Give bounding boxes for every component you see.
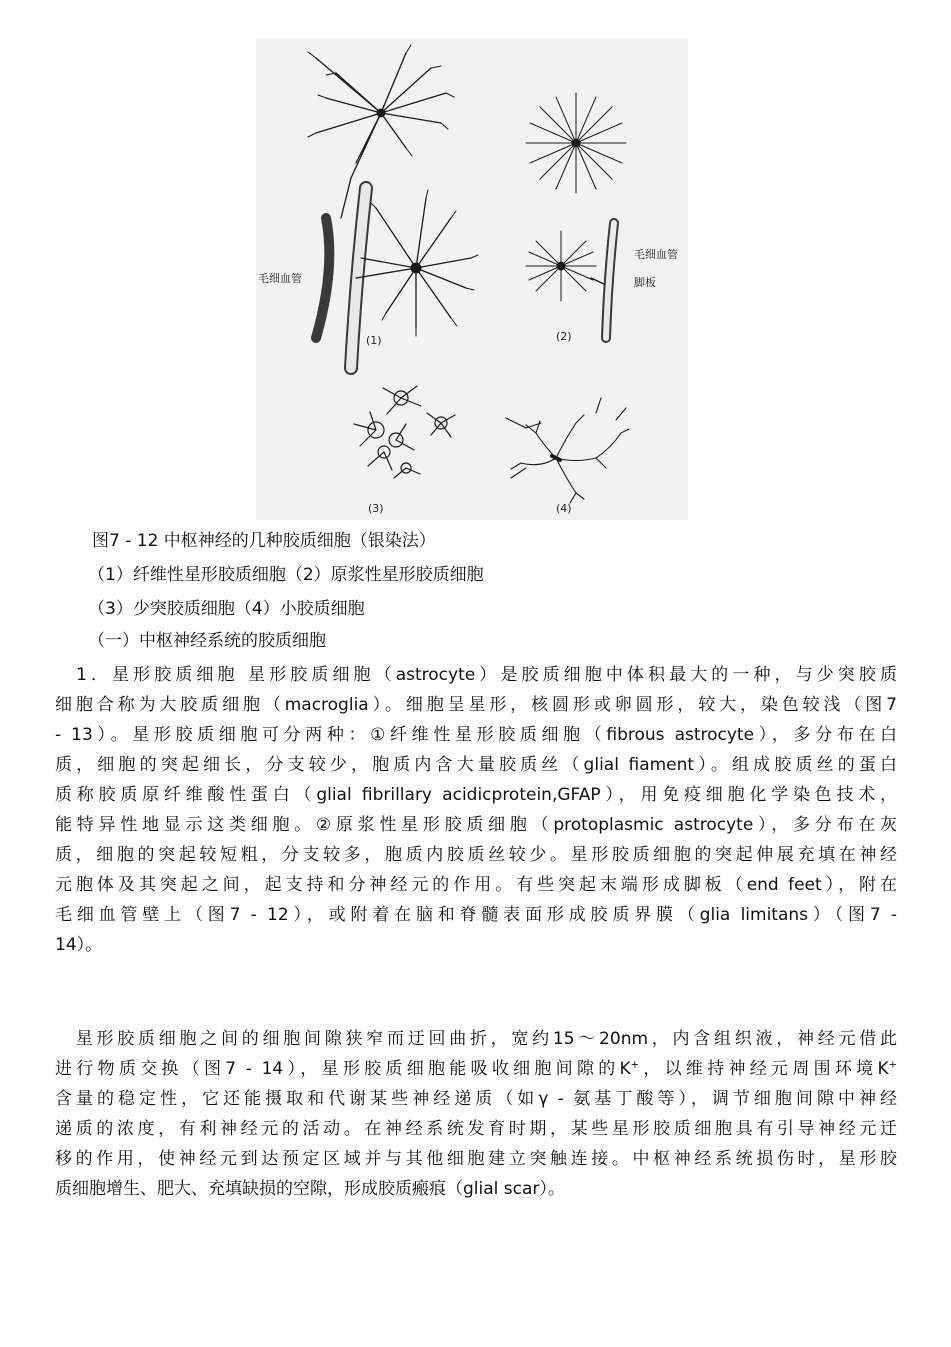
paragraph-line: 星形胶质细胞之间的细胞间隙狭窄而迂回曲折，宽约15～20nm，内含组织液，神经元借此 xyxy=(55,1029,897,1049)
panel-4-label: (4) xyxy=(556,502,572,515)
figure-caption-title: 图7 - 12 中枢神经的几种胶质细胞（银染法） xyxy=(92,531,436,551)
superscript: + xyxy=(630,1059,640,1071)
panel-2-label: (2) xyxy=(556,330,572,343)
glial-cells-figure xyxy=(256,38,688,520)
paragraph-line: 1．星形胶质细胞 星形胶质细胞（astrocyte）是胶质细胞中体积最大的一种，与少突胶质 xyxy=(55,665,897,685)
paragraph-line: 质称胶质原纤维酸性蛋白（glial fibrillary acidicprotein,GFAP），用免疫细胞化学染色技术， xyxy=(55,785,897,805)
text-segment: ，以维持神经元周围环境K xyxy=(639,1059,889,1079)
paragraph-line: 质，细胞的突起细长，分支较少，胞质内含大量胶质丝（glial fiament）。组成胶质丝的蛋白 xyxy=(55,755,897,775)
figure-caption-line-2: （1）纤维性星形胶质细胞（2）原浆性星形胶质细胞 xyxy=(88,565,484,585)
paragraph-line: 能特异性地显示这类细胞。②原浆性星形胶质细胞（protoplasmic astrocyte），多分布在灰 xyxy=(55,815,897,835)
paragraph-line: 细胞合称为大胶质细胞（macroglia）。细胞呈星形，核圆形或卵圆形，较大，染色较浅（图7 xyxy=(55,695,897,715)
panel-3-label: (3) xyxy=(368,502,384,515)
paragraph-line: 毛细血管壁上（图7 - 12），或附着在脑和脊髓表面形成胶质界膜（glia limitans）（图7 - xyxy=(55,905,897,925)
capillary-label-right: 毛细血管 xyxy=(634,248,678,261)
paragraph-line: 质细胞增生、肥大、充填缺损的空隙，形成胶质瘢痕（glial scar）。 xyxy=(55,1179,565,1199)
end-foot-label: 脚板 xyxy=(634,276,656,289)
glial-cells-illustration xyxy=(256,38,688,520)
paragraph-line: 递质的浓度，有利神经元的活动。在神经系统发育时期，某些星形胶质细胞具有引导神经元迁 xyxy=(55,1119,897,1139)
paragraph-line: - 13）。星形胶质细胞可分两种：①纤维性星形胶质细胞（fibrous astrocyte），多分布在白 xyxy=(55,725,897,745)
paragraph-line: 质，细胞的突起较短粗，分支较多，胞质内胶质丝较少。星形胶质细胞的突起伸展充填在神经 xyxy=(55,845,897,865)
figure-caption-line-3: （3）少突胶质细胞（4）小胶质细胞 xyxy=(88,599,365,619)
capillary-label-left: 毛细血管 xyxy=(258,272,302,285)
paragraph-astrocyte xyxy=(55,660,897,960)
superscript: + xyxy=(888,1059,897,1071)
paragraph-line: 移的作用，使神经元到达预定区域并与其他细胞建立突触连接。中枢神经系统损伤时，星形胶 xyxy=(55,1149,897,1169)
paragraph-intercellular-space xyxy=(55,1024,897,1204)
paragraph-line: 14）。 xyxy=(55,935,103,955)
section-heading: （一）中枢神经系统的胶质细胞 xyxy=(88,631,326,651)
paragraph-line: 元胞体及其突起之间，起支持和分神经元的作用。有些突起末端形成脚板（end feet），附在 xyxy=(55,875,897,895)
paragraph-line: 含量的稳定性，它还能摄取和代谢某些神经递质（如γ - 氨基丁酸等），调节细胞间隙中神经 xyxy=(55,1089,897,1109)
text-segment: 进行物质交换（图7 - 14），星形胶质细胞能吸收细胞间隙的K xyxy=(55,1059,631,1079)
panel-1-label: (1) xyxy=(366,334,382,347)
paragraph-line-with-superscript xyxy=(55,1054,897,1084)
